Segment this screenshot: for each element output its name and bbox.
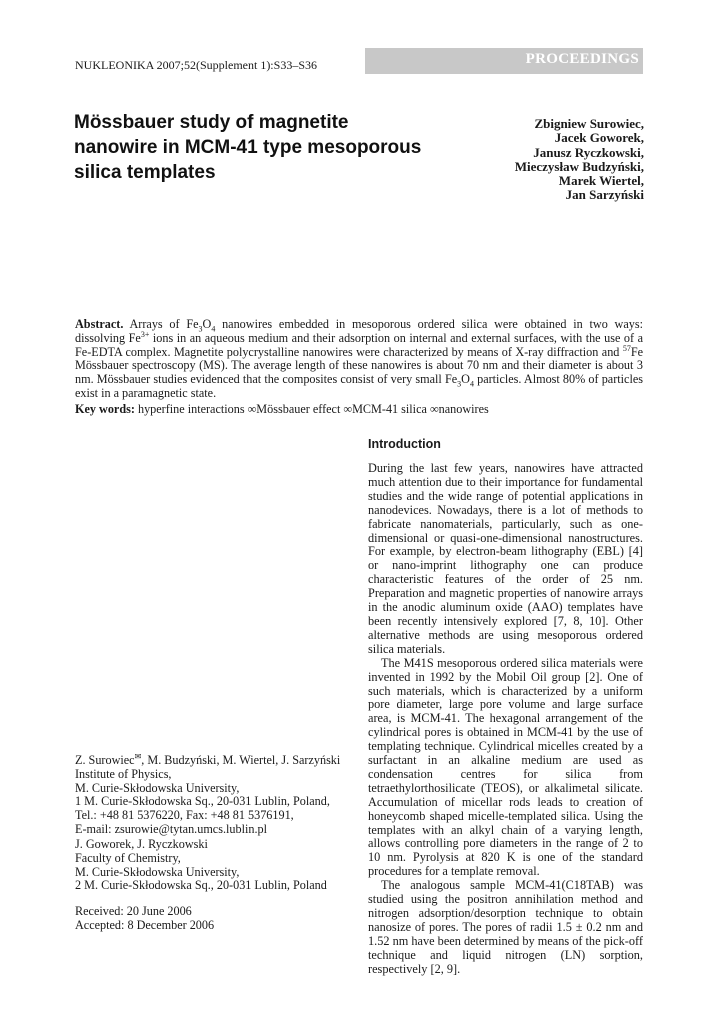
- affiliation-line: M. Curie-Skłodowska University,: [75, 864, 240, 879]
- affiliation-email: E-mail: zsurowie@tytan.umcs.lublin.pl: [75, 822, 267, 837]
- proceedings-label: PROCEEDINGS: [525, 51, 639, 67]
- superscript: 3+: [140, 329, 150, 339]
- paragraph: The analogous sample MCM-41(C18TAB) was studied using the positron annihilation method and nitrogen adsorption/desorption technique to obtain nanosize of pores. The pores of radii 1.5 ± 0.2 nm and 1.52 nm have been determined by means of the pick-off technique and liquid nitrogen (LN) sorption, respectively [2, 9].: [368, 878, 643, 976]
- abstract-label: Abstract.: [75, 317, 124, 331]
- author-name: Z. Surowiec: [75, 753, 135, 768]
- author: Mieczysław Budzyński,: [514, 158, 644, 174]
- paragraph: The M41S mesoporous ordered silica materials were invented in 1992 by the Mobil Oil group [2]. One of such materials, which is characterized by a uniform pore diameter, large pore volume and large surface area, is MCM-41. The hexagonal arrangement of the cylindrical pores is obtained in MCM-41 by the use of templating technique. Cylindrical micelles created by a surfactant in an alkaline medium are used as condensation centres for silica from tetraethylorthosilicate (TEOS), or alkalimetal silicate. Accumulation of micellar rods leads to creation of honeycomb shaped micelle-templated silica. Using the templates with an alkyl chain of a varying length, allows controlling pore diameters in the range of 2 to 10 nm. Pyrolysis at 820 K is one of the standard procedures for a template removal.: [368, 655, 643, 879]
- received-date: Received: 20 June 2006: [75, 904, 192, 918]
- accepted-date: Accepted: 8 December 2006: [75, 917, 215, 932]
- author: Zbigniew Surowiec,: [534, 116, 644, 131]
- abstract-text: O: [202, 317, 212, 331]
- abstract-text: O: [461, 372, 470, 387]
- article-title: Mössbauer study of magnetite nanowire in MCM-41 type mesoporous silica templates: [74, 112, 422, 183]
- keywords-label: Key words:: [75, 402, 135, 416]
- subscript: 3: [457, 379, 462, 389]
- dates: [75, 905, 355, 933]
- affiliation-chemistry: [75, 838, 355, 893]
- superscript: 57: [622, 343, 631, 353]
- subscript: 3: [198, 324, 203, 334]
- abstract-text: ions in an aqueous medium and their adsorption on internal and external surfaces, with the use of a Fe-EDTA complex. Magnetite polycrystalline nanowires were characterized by means of X-ray diffraction and: [75, 330, 643, 359]
- author: Marek Wiertel,: [558, 173, 644, 189]
- mail-icon: ✉: [134, 752, 142, 761]
- abstract-text: Fe Mössbauer spectroscopy (MS). The average length of these nanowires is about 70 nm and their diameter is about 3 nm. Mössbauer studies evidenced that the composites consist of very small Fe: [75, 344, 643, 387]
- affiliation-authors: [75, 750, 355, 768]
- proceedings-banner: [365, 48, 643, 74]
- author: Jacek Goworek,: [554, 130, 644, 146]
- section-heading: Introduction: [368, 437, 441, 451]
- author-list: [515, 117, 644, 203]
- introduction-body: [368, 462, 643, 977]
- affiliation-physics: [75, 750, 355, 837]
- keywords: [75, 402, 643, 417]
- paragraph: During the last few years, nanowires have attracted much attention due to their importance for fundamental studies and the wide range of potential applications in nanodevices. Nowadays, there is a lot of methods to fabricate nanomaterials, particularly, such as one-dimensional or quasi-one-dimensional nanostructures. For example, by electron-beam lithography (EBL) [4] or nano-imprint lithography one can produce characteristic features of the order of 25 nm. Preparation and magnetic properties of nanowire arrays in the anodic aluminum oxide (AAO) templates have been recently intensively explored [7, 8, 10]. Other alternative methods are using mesoporous ordered silica materials.: [368, 461, 643, 656]
- subscript: 4: [469, 379, 474, 389]
- affiliation-line: Tel.: +48 81 5376220, Fax: +48 81 5376191,: [75, 808, 294, 823]
- author: Janusz Ryczkowski,: [533, 144, 644, 160]
- affiliation-line: Faculty of Chemistry,: [75, 850, 181, 865]
- affiliation-line: M. Curie-Skłodowska University,: [75, 780, 240, 795]
- keywords-text: hyperfine interactions ∞Mössbauer effect ∞MCM-41 silica ∞nanowires: [134, 402, 489, 416]
- affiliation-line: J. Goworek, J. Ryczkowski: [75, 837, 208, 851]
- author-names: , M. Budzyński, M. Wiertel, J. Sarzyński: [141, 753, 341, 768]
- journal-citation: NUKLEONIKA 2007;52(Supplement 1):S33–S36: [75, 58, 317, 72]
- abstract-text: nanowires embedded in mesoporous ordered silica were obtained in two ways: dissolving Fe: [75, 317, 643, 345]
- abstract-text: particles. Almost 80% of particles exist in a paramagnetic state.: [75, 372, 643, 400]
- affiliation-line: Institute of Physics,: [75, 766, 172, 781]
- affiliation-line: 2 M. Curie-Skłodowska Sq., 20-031 Lublin, Poland: [75, 878, 327, 893]
- abstract-text: Arrays of Fe: [123, 317, 199, 331]
- affiliation-line: 1 M. Curie-Skłodowska Sq., 20-031 Lublin, Poland,: [75, 794, 330, 809]
- abstract: [75, 318, 643, 401]
- subscript: 4: [211, 324, 216, 334]
- author: Jan Sarzyński: [565, 187, 644, 203]
